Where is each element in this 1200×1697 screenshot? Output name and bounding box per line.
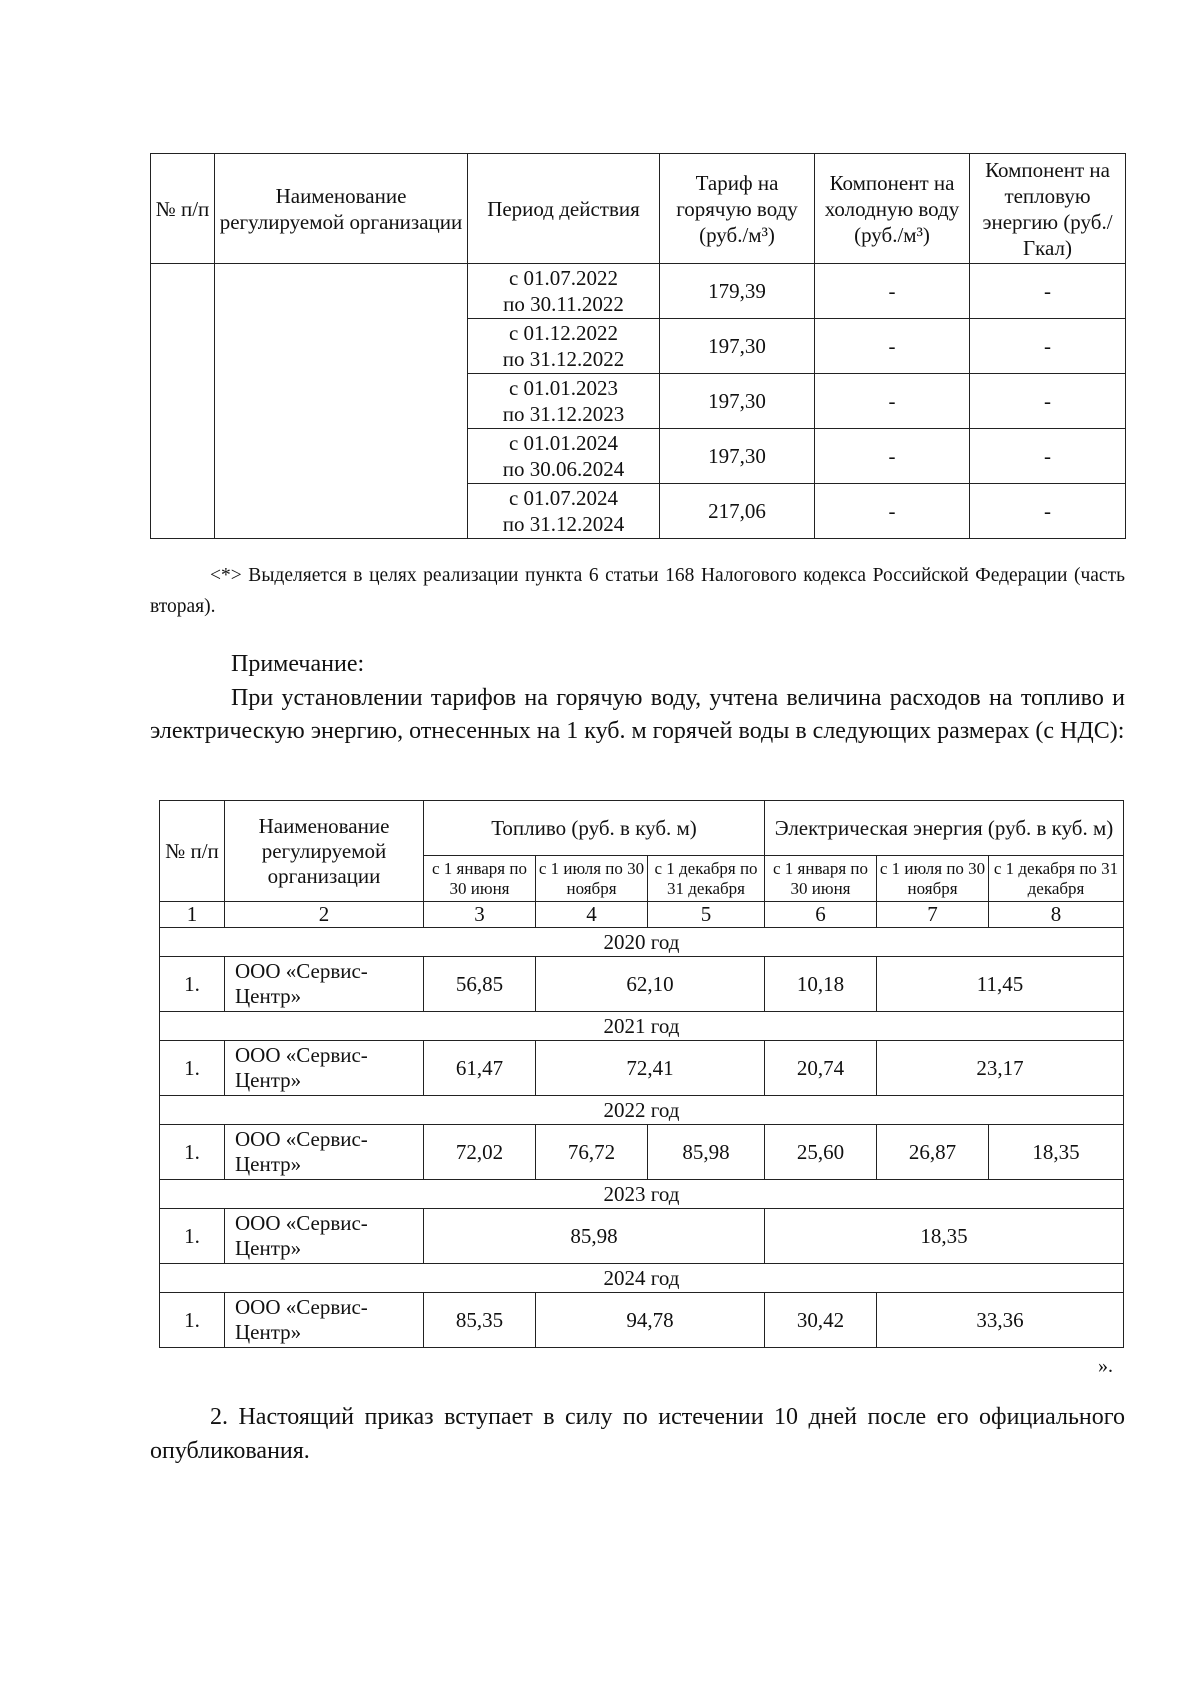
note-title: Примечание:: [231, 651, 365, 677]
el-dec-cell: 18,35: [989, 1125, 1124, 1180]
year-label: 2022 год: [160, 1096, 1124, 1125]
year-label: 2024 год: [160, 1264, 1124, 1293]
header-org: Наименование регулируемой организации: [215, 154, 468, 264]
org-cell: ООО «Сервис-Центр»: [225, 1209, 424, 1264]
el-jan-cell: 30,42: [765, 1293, 877, 1348]
subheader-el-dec: с 1 декабря по 31 декабря: [989, 856, 1124, 902]
year-row: [160, 1096, 1124, 1125]
tariff-header-row: [151, 154, 1126, 264]
tariff-cell: 217,06: [660, 484, 815, 539]
subheader-el-jul: с 1 июля по 30 ноября: [877, 856, 989, 902]
heat-cell: -: [970, 374, 1126, 429]
org-cell: ООО «Сервис-Центр»: [225, 957, 424, 1012]
year-label: 2023 год: [160, 1180, 1124, 1209]
fuel-jan-cell: 72,02: [424, 1125, 536, 1180]
el-jan-cell: 10,18: [765, 957, 877, 1012]
el-jul-cell: 26,87: [877, 1125, 989, 1180]
cold-cell: -: [815, 484, 970, 539]
column-number-row: [160, 902, 1124, 928]
tariff-table: [150, 153, 1126, 539]
num-cell: 1.: [160, 1125, 225, 1180]
header-electric: Электрическая энергия (руб. в куб. м): [765, 801, 1124, 856]
fuel-jul-cell: 76,72: [536, 1125, 648, 1180]
period-cell: с 01.12.2022 по 31.12.2022: [468, 319, 660, 374]
table-row: [151, 264, 1126, 319]
cost-header-row: [160, 801, 1124, 856]
table-row: [160, 1041, 1124, 1096]
year-label: 2020 год: [160, 928, 1124, 957]
header-org: Наименование регулируемой организации: [225, 801, 424, 902]
year-label: 2021 год: [160, 1012, 1124, 1041]
col-number: 4: [536, 902, 648, 928]
year-row: [160, 1264, 1124, 1293]
fuel-rest-cell: 94,78: [536, 1293, 765, 1348]
cold-cell: -: [815, 319, 970, 374]
year-row: [160, 928, 1124, 957]
header-heat: Компонент на тепловую энергию (руб./Гкал): [970, 154, 1126, 264]
col-number: 8: [989, 902, 1124, 928]
el-rest-cell: 33,36: [877, 1293, 1124, 1348]
tariff-cell: 197,30: [660, 374, 815, 429]
paragraph-item-2: 2. Настоящий приказ вступает в силу по истечении 10 дней после его официального опубликования.: [150, 1404, 1125, 1464]
table-row: [160, 1125, 1124, 1180]
el-all-cell: 18,35: [765, 1209, 1124, 1264]
col-number: 5: [648, 902, 765, 928]
header-num: № п/п: [160, 801, 225, 902]
header-num: № п/п: [151, 154, 215, 264]
org-cell-empty: [215, 264, 468, 539]
cold-cell: -: [815, 264, 970, 319]
fuel-jan-cell: 56,85: [424, 957, 536, 1012]
subheader-fuel-jan: с 1 января по 30 июня: [424, 856, 536, 902]
tariff-cell: 197,30: [660, 429, 815, 484]
header-fuel: Топливо (руб. в куб. м): [424, 801, 765, 856]
fuel-dec-cell: 85,98: [648, 1125, 765, 1180]
heat-cell: -: [970, 484, 1126, 539]
tariff-cell: 179,39: [660, 264, 815, 319]
heat-cell: -: [970, 429, 1126, 484]
num-cell: 1.: [160, 1209, 225, 1264]
period-cell: с 01.07.2022 по 30.11.2022: [468, 264, 660, 319]
subheader-el-jan: с 1 января по 30 июня: [765, 856, 877, 902]
period-cell: с 01.07.2024 по 31.12.2024: [468, 484, 660, 539]
cold-cell: -: [815, 374, 970, 429]
col-number: 7: [877, 902, 989, 928]
table-row: [160, 1293, 1124, 1348]
el-rest-cell: 23,17: [877, 1041, 1124, 1096]
el-jan-cell: 20,74: [765, 1041, 877, 1096]
subheader-fuel-jul: с 1 июля по 30 ноября: [536, 856, 648, 902]
el-rest-cell: 11,45: [877, 957, 1124, 1012]
header-cold: Компонент на холодную воду (руб./м³): [815, 154, 970, 264]
org-cell: ООО «Сервис-Центр»: [225, 1125, 424, 1180]
fuel-rest-cell: 62,10: [536, 957, 765, 1012]
period-cell: с 01.01.2023 по 31.12.2023: [468, 374, 660, 429]
col-number: 2: [225, 902, 424, 928]
fuel-all-cell: 85,98: [424, 1209, 765, 1264]
heat-cell: -: [970, 319, 1126, 374]
fuel-jan-cell: 85,35: [424, 1293, 536, 1348]
closing-quote: ».: [1098, 1355, 1113, 1377]
el-jan-cell: 25,60: [765, 1125, 877, 1180]
org-cell: ООО «Сервис-Центр»: [225, 1293, 424, 1348]
table-row: [160, 957, 1124, 1012]
period-cell: с 01.01.2024 по 30.06.2024: [468, 429, 660, 484]
heat-cell: -: [970, 264, 1126, 319]
col-number: 6: [765, 902, 877, 928]
num-cell-empty: [151, 264, 215, 539]
tariff-cell: 197,30: [660, 319, 815, 374]
fuel-rest-cell: 72,41: [536, 1041, 765, 1096]
cold-cell: -: [815, 429, 970, 484]
year-row: [160, 1180, 1124, 1209]
header-tariff: Тариф на горячую воду (руб./м³): [660, 154, 815, 264]
subheader-fuel-dec: с 1 декабря по 31 декабря: [648, 856, 765, 902]
cost-table: [159, 800, 1124, 1348]
footnote: <*> Выделяется в целях реализации пункта 6 статьи 168 Налогового кодекса Российской Федерации (часть вторая).: [150, 565, 1125, 617]
year-row: [160, 1012, 1124, 1041]
note-text: При установлении тарифов на горячую воду, учтена величина расходов на топливо и электрическую энергию, отнесенных на 1 куб. м горячей воды в следующих размерах (с НДС):: [150, 685, 1125, 744]
col-number: 3: [424, 902, 536, 928]
table-row: [160, 1209, 1124, 1264]
fuel-jan-cell: 61,47: [424, 1041, 536, 1096]
num-cell: 1.: [160, 1041, 225, 1096]
header-period: Период действия: [468, 154, 660, 264]
num-cell: 1.: [160, 1293, 225, 1348]
num-cell: 1.: [160, 957, 225, 1012]
org-cell: ООО «Сервис-Центр»: [225, 1041, 424, 1096]
col-number: 1: [160, 902, 225, 928]
